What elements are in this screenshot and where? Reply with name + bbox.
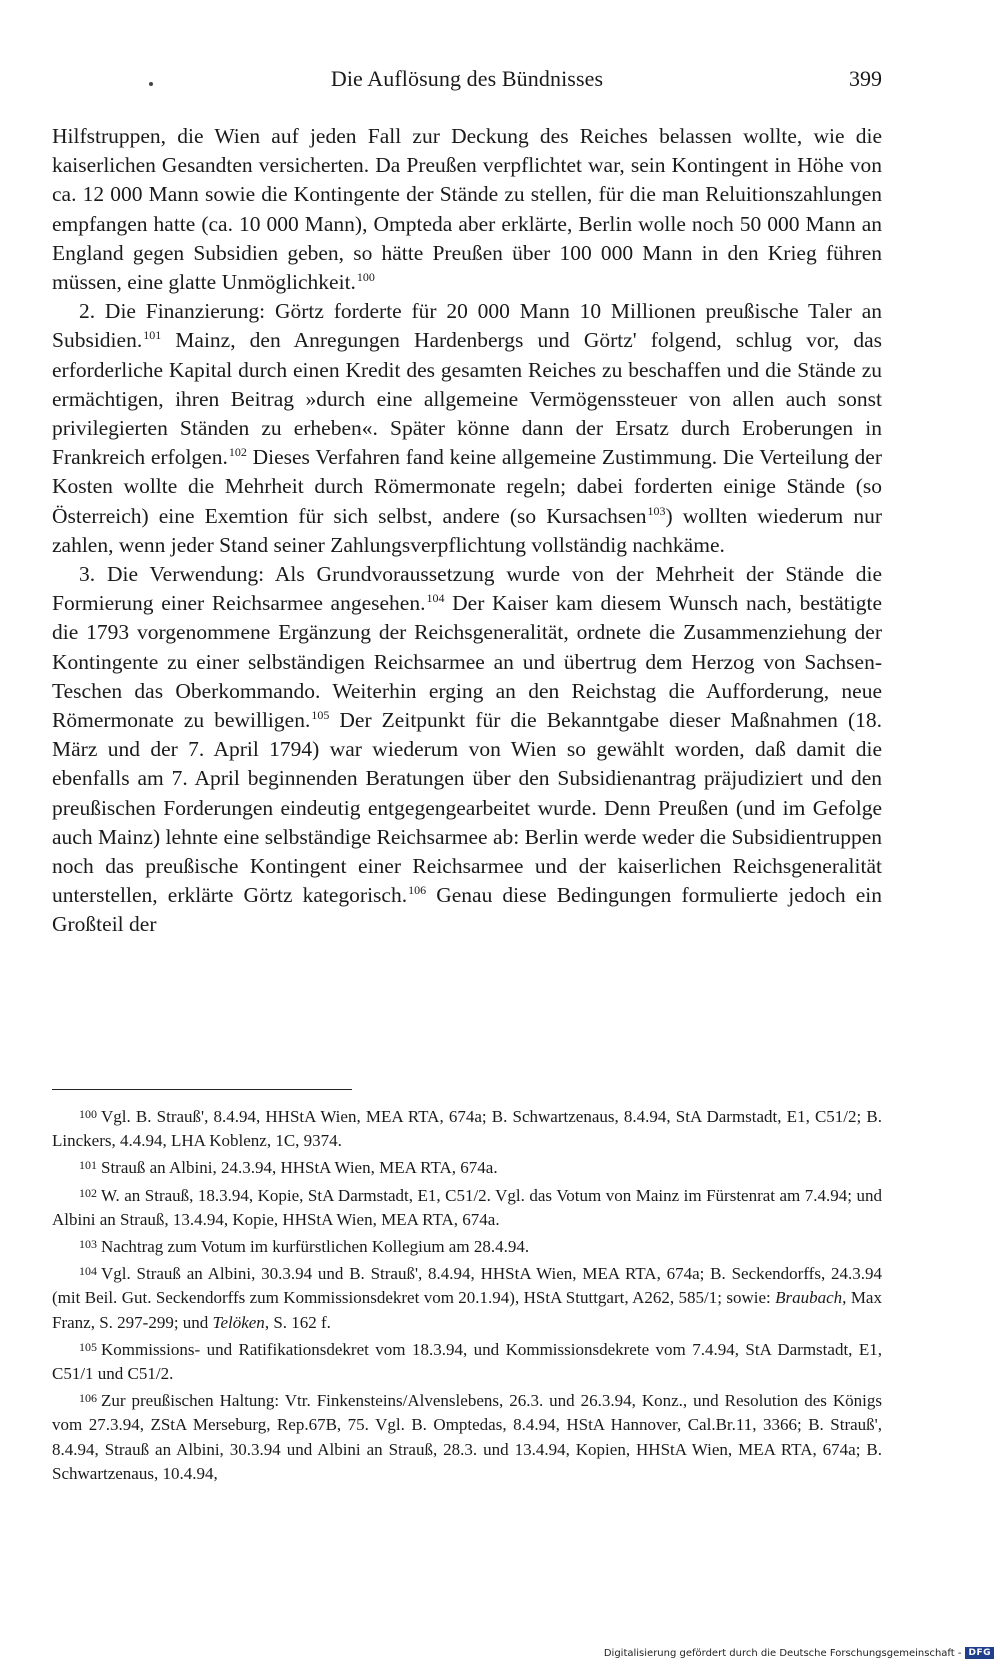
footnote-text: Nachtrag zum Votum im kurfürstlichen Kollegium am 28.4.94. [101, 1237, 530, 1257]
paragraph-1 [52, 122, 882, 297]
footnote-number: 101 [79, 1158, 97, 1173]
footnote-103 [52, 1232, 882, 1259]
text-run: Der Zeitpunkt für die Bekanntgabe dieser Maßnahmen (18. März und der 7. April 1794) war wiederum von Wien so gewählt worden, daß damit die ebenfalls am 7. April beginnenden Beratungen über den Subsidienantrag präjudiziert und den preußischen Forderungen eindeutig entgegengearbeitet wurde. Denn Preußen (und im Gefolge auch Mainz) lehnte eine selbständige Reichsarmee ab: Berlin werde weder die Subsidientruppen noch das preußische Kontingent einer Reichsarmee und der kaiserlichen Reichsgeneralität unterstellen, erklärte Görtz kategorisch. [52, 708, 882, 908]
footnote-text: , Max Franz, S. 297-299; und [52, 1288, 882, 1332]
text-run: 3. Die Verwendung: Als Grundvoraussetzung wurde von der Mehrheit der Stände die Formierung einer Reichsarmee angesehen. [52, 562, 882, 616]
footnotes [52, 1102, 882, 1486]
footnote-number: 102 [79, 1185, 97, 1200]
footnote-divider [52, 1089, 352, 1090]
text-run: 2. Die Finanzierung: Görtz forderte für 20 000 Mann 10 Millionen preußische Taler an Subsidien. [52, 299, 882, 353]
credit-text: Digitalisierung gefördert durch die Deutsche Forschungsgemeinschaft - [603, 1647, 962, 1659]
paragraph-2 [52, 297, 882, 560]
dfg-logo: DFG [965, 1647, 994, 1659]
footnote-number: 104 [79, 1264, 97, 1279]
footnote-author-italic: Telöken [212, 1312, 265, 1332]
page-number: 399 [849, 66, 882, 91]
footnote-ref-103[interactable]: 103 [647, 503, 666, 518]
text-run: Genau diese Bedingungen formulierte jedoch ein Großteil der [52, 883, 882, 937]
running-header [52, 66, 882, 100]
footnote-text: Kommissions- und Ratifikationsdekret vom 18.3.94, und Kommissionsdekrete vom 7.4.94, StA Darmstadt, E1, C51/1 und C51/2. [52, 1339, 882, 1384]
footnote-author-italic: Braubach [775, 1288, 843, 1308]
footnote-number: 100 [79, 1107, 97, 1121]
footnote-ref-100[interactable]: 100 [356, 270, 375, 285]
footnote-text: , S. 162 f. [264, 1312, 331, 1332]
footnote-105 [52, 1335, 882, 1386]
footnote-ref-105[interactable]: 105 [311, 708, 330, 723]
footnote-ref-104[interactable]: 104 [426, 591, 445, 606]
footnote-text: Strauß an Albini, 24.3.94, HHStA Wien, MEA RTA, 674a. [101, 1158, 498, 1178]
footnote-102 [52, 1181, 882, 1232]
running-title: Die Auflösung des Bündnisses [330, 66, 604, 91]
footnote-number: 103 [79, 1237, 97, 1252]
footnote-number: 105 [79, 1339, 97, 1354]
text-run: Hilfstruppen, die Wien auf jeden Fall zur Deckung des Reiches belassen wollte, wie die kaiserlichen Gesandten versicherten. Da Preußen verpflichtet war, sein Kontingent in Höhe von ca. 12 000 Mann sowie die Kontingente der Stände zu stellen, für die man Reluitionszahlungen empfangen hatte (ca. 10 000 Mann), Ompteda aber erklärte, Berlin wolle noch 50 000 Mann an England gegen Subsidien geben, so hätte Preußen über 100 000 Mann in den Krieg führen müssen, eine glatte Unmöglichkeit. [52, 124, 882, 295]
footnote-ref-101[interactable]: 101 [143, 328, 162, 343]
footnote-101 [52, 1153, 882, 1180]
footnote-104 [52, 1259, 882, 1335]
footnote-100 [52, 1102, 882, 1153]
paragraph-3 [52, 560, 882, 940]
text-run: Dieses Verfahren fand keine allgemeine Zustimmung. Die Verteilung der Kosten wollte die Mehrheit durch Römermonate regeln; dabei forderten einige Stände (so Österreich) eine Exemtion für sich selbst, andere (so Kursachsen [52, 445, 882, 528]
text-run: ) wollten wiederum nur zahlen, wenn jeder Stand seiner Zahlungsverpflichtung vollständig nachkäme. [52, 503, 882, 557]
footnote-number: 106 [79, 1391, 97, 1406]
text-run: Mainz, den Anregungen Hardenbergs und Görtz' folgend, schlug vor, das erforderliche Kapital durch einen Kredit des gesamten Reiches zu beschaffen und die Stände zu ermächtigen, ihren Beitrag »durch eine allgemeine Vermögenssteuer von allen auch sonst privilegierten Ständen zu erheben«. Später könne dann der Ersatz durch Eroberungen in Frankreich erfolgen. [52, 328, 882, 470]
footnote-ref-106[interactable]: 106 [408, 883, 427, 898]
footnote-text: Zur preußischen Haltung: Vtr. Finkensteins/Alvenslebens, 26.3. und 26.3.94, Konz., und Resolution des Königs vom 27.3.94, ZStA Merseburg, Rep.67B, 75. Vgl. B. Omptedas, 8.4.94, HStA Hannover, Cal.Br.11, 3366; B. Strauß', 8.4.94, Strauß an Albini, 30.3.94 und Albini an Strauß, 28.3. und 13.4.94, Kopien, HHStA Wien, MEA RTA, 674a; B. Schwartzenaus, 10.4.94, [52, 1391, 882, 1483]
digitization-credit [604, 1645, 994, 1661]
footnote-106 [52, 1386, 882, 1486]
footnote-text: Vgl. B. Strauß', 8.4.94, HHStA Wien, MEA RTA, 674a; B. Schwartzenaus, 8.4.94, StA Darmstadt, E1, C51/2; B. Linckers, 4.4.94, LHA Koblenz, 1C, 9374. [52, 1107, 882, 1151]
text-run: Der Kaiser kam diesem Wunsch nach, bestätigte die 1793 vorgenommene Ergänzung der Reichsgeneralität, ordnete die Zusammenziehung der Kontingente zu einer selbständigen Reichsarmee an und übertrug dem Herzog von Sachsen-Teschen das Oberkommando. Weiterhin erging an den Reichstag die Aufforderung, neue Römermonate zu bewilligen. [52, 591, 882, 733]
footnote-text: Vgl. Strauß an Albini, 30.3.94 und B. Strauß', 8.4.94, HHStA Wien, MEA RTA, 674a; B. Seckendorffs, 24.3.94 (mit Beil. Gut. Seckendorffs zum Kommissionsdekret vom 20.1.94), HStA Stuttgart, A262, 585/1; sowie: [52, 1264, 882, 1308]
footnote-text: W. an Strauß, 18.3.94, Kopie, StA Darmstadt, E1, C51/2. Vgl. das Votum von Mainz im Fürstenrat am 7.4.94; und Albini an Strauß, 13.4.94, Kopie, HHStA Wien, MEA RTA, 674a. [52, 1185, 882, 1229]
footnote-ref-102[interactable]: 102 [228, 445, 247, 460]
body-text [52, 122, 882, 940]
